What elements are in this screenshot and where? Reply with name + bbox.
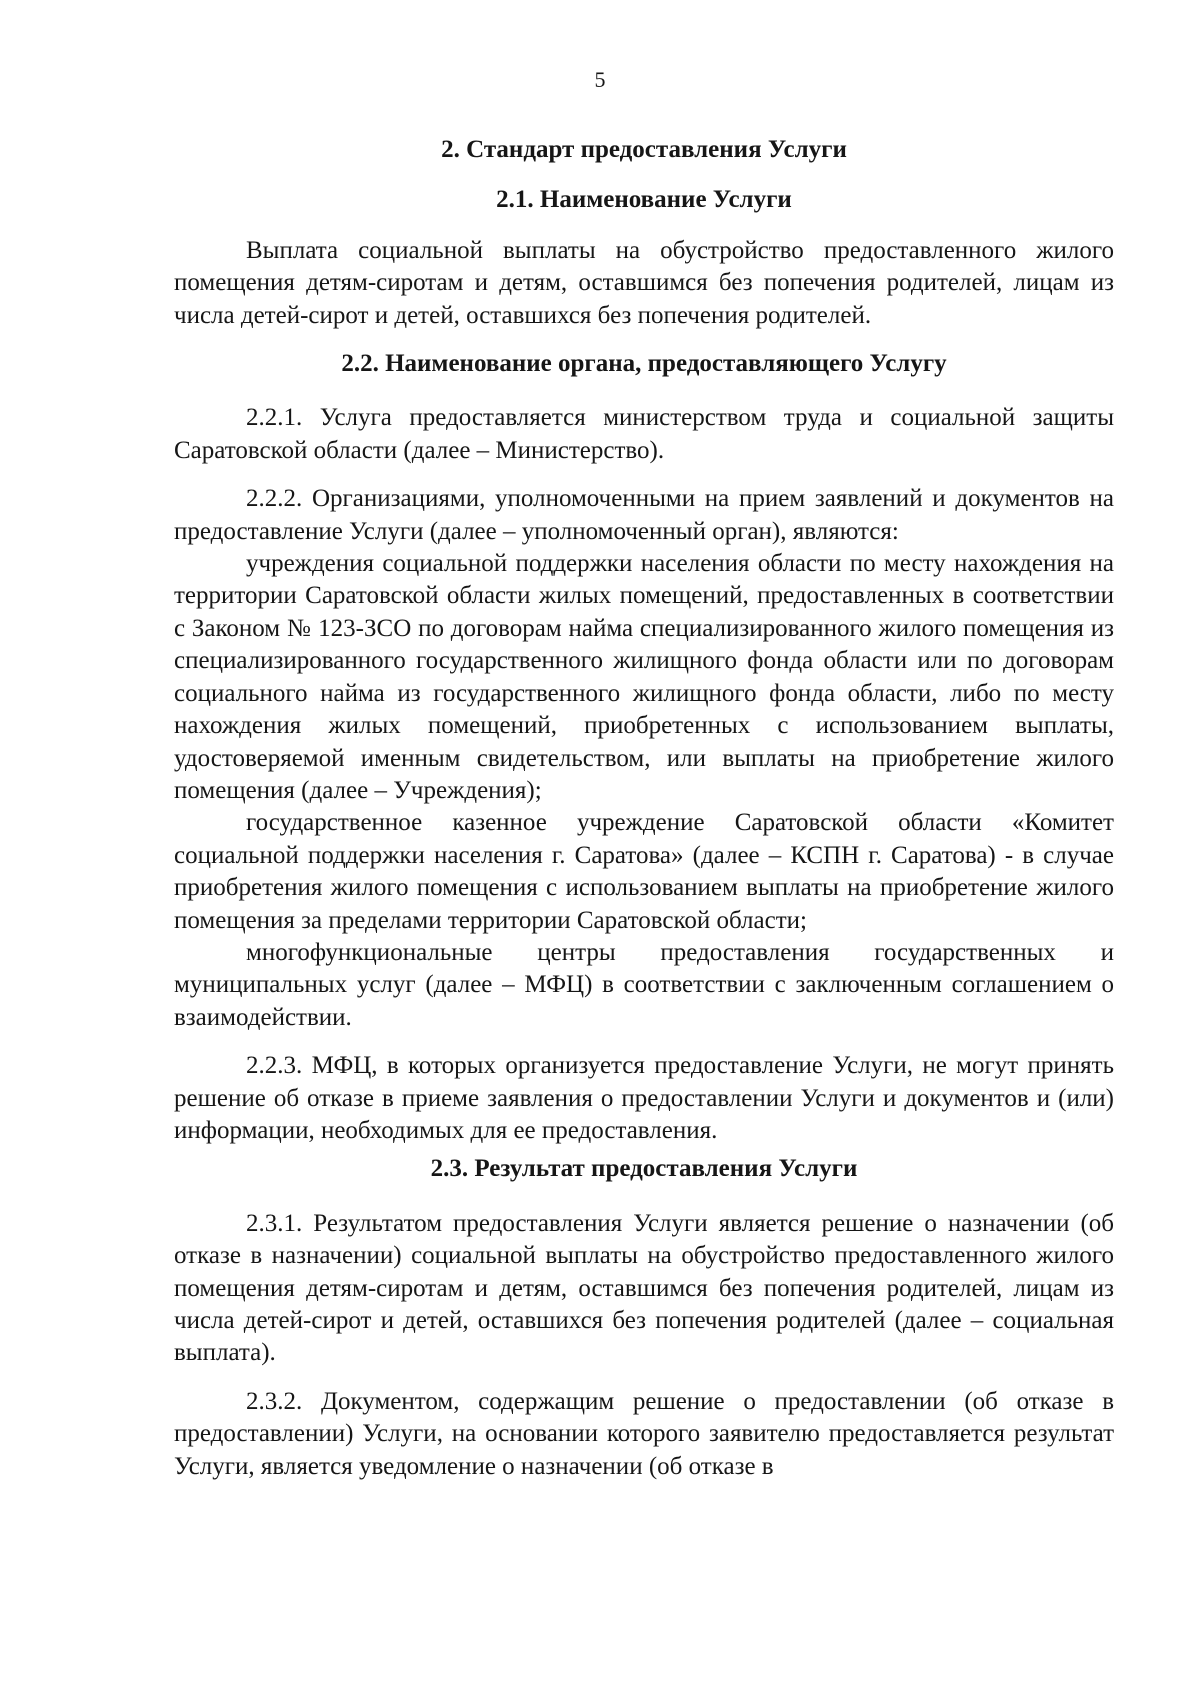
section-title: 2. Стандарт предоставления Услуги [441, 136, 847, 163]
paragraph-2-2-3: 2.2.3. МФЦ, в которых организуется предоставление Услуги, не могут принять решение об отказе в приеме заявления о предоставлении Услуги и документов и (или) информации, необходимых для ее предоставления. [174, 1052, 1114, 1144]
paragraph-2-3-1: 2.3.1. Результатом предоставления Услуги является решение о назначении (об отказе в назначении) социальной выплаты на обустройство предоставленного жилого помещения детям-сиротам и детям, оставшимся без попечения родителей, лицам из числа детей-сирот и детей, оставшихся без попечения родителей (далее – социальная выплата). [174, 1209, 1114, 1367]
paragraph-2-2-2: 2.2.2. Организациями, уполномоченными на прием заявлений и документов на предоставление Услуги (далее – уполномоченный орган), являются: [174, 485, 1114, 545]
page-number: 5 [594, 67, 606, 92]
paragraph-2-2-1: 2.2.1. Услуга предоставляется министерством труда и социальной защиты Саратовской области (далее – Министерство). [174, 404, 1114, 464]
subsection-2-2-title: 2.2. Наименование органа, предоставляющего Услугу [341, 350, 947, 378]
paragraph-2-3-2: 2.3.2. Документом, содержащим решение о предоставлении (об отказе в предоставлении) Услуги, на основании которого заявителю предоставляется результат Услуги, является уведомление о назначении (об отказе в [174, 1387, 1114, 1480]
subsection-2-1-text: Выплата социальной выплаты на обустройство предоставленного жилого помещения детям-сиротам и детям, оставшимся без попечения родителей, лицам из числа детей-сирот и детей, оставшихся без попечения родителей. [174, 236, 1114, 329]
paragraph-mfc: многофункциональные центры предоставления государственных и муниципальных услуг (далее – МФЦ) в соответствии с заключенным соглашением о взаимодействии. [174, 938, 1114, 1031]
paragraph-kspn: государственное казенное учреждение Саратовской области «Комитет социальной поддержки населения г. Саратова» (далее – КСПН г. Саратова) - в случае приобретения жилого помещения с использованием выплаты на приобретение жилого помещения за пределами территории Саратовской области; [174, 809, 1114, 934]
subsection-2-1-title: 2.1. Наименование Услуги [496, 186, 792, 214]
paragraph-institutions: учреждения социальной поддержки населения области по месту нахождения на территории Саратовской области жилых помещений, предоставленных в соответствии с Законом № 123-ЗСО по договорам найма специализированного жилого помещения из специализированного государственного жилищного фонда области или по договорам социального найма из государственного жилищного фонда области, либо по месту нахождения жилых помещений, приобретенных с использованием выплаты, удостоверяемой именным свидетельством, или выплаты на приобретение жилого помещения (далее – Учреждения); [174, 550, 1114, 804]
subsection-2-3-title: 2.3. Результат предоставления Услуги [430, 1155, 858, 1183]
